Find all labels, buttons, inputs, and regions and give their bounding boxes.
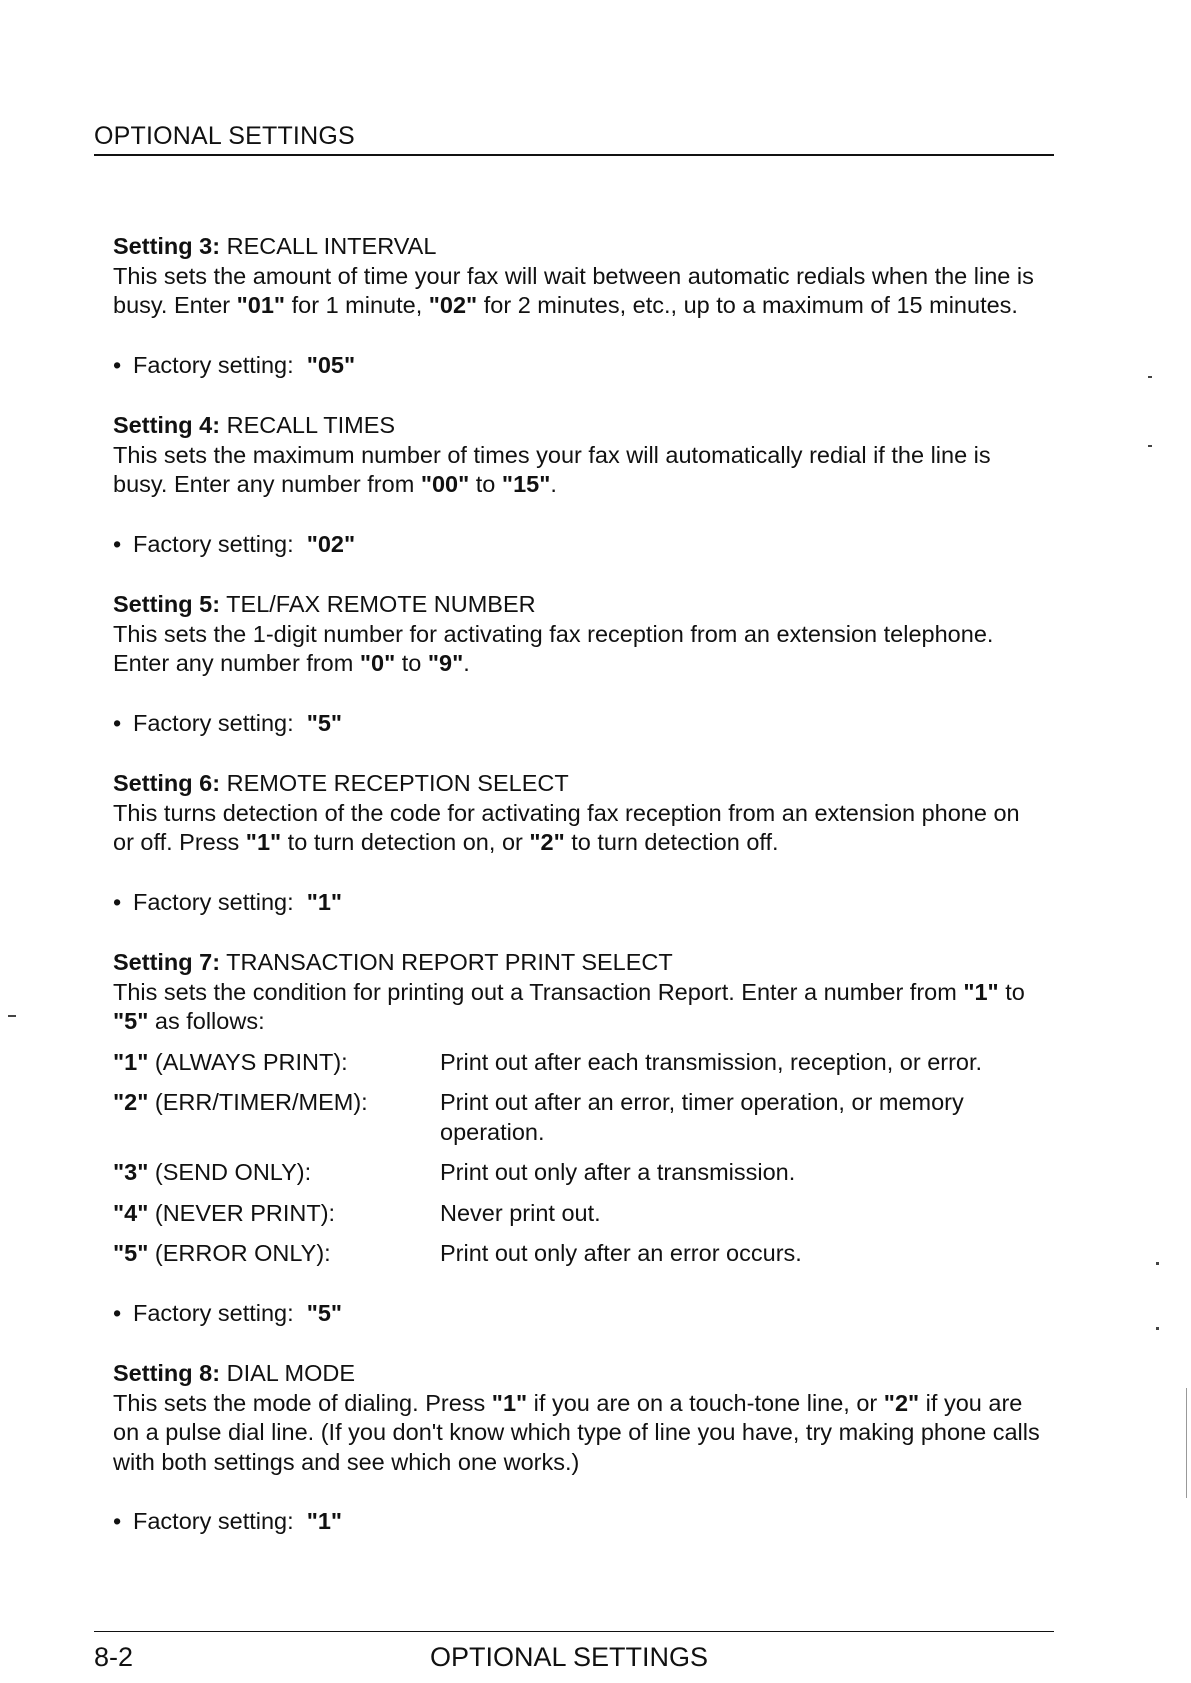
setting-label: Setting 3: — [113, 233, 221, 259]
scan-speck — [8, 1015, 16, 1017]
setting-description — [113, 799, 1043, 858]
key-value: "9" — [427, 650, 464, 676]
page-footer — [94, 1631, 1054, 1682]
factory-label: Factory setting: — [133, 1299, 294, 1326]
option-mode: (ERROR ONLY): — [154, 1240, 331, 1266]
key-value: "1" — [491, 1389, 528, 1416]
setting-description — [113, 620, 1043, 679]
factory-value: "1" — [306, 1508, 343, 1534]
setting-name: DIAL MODE — [226, 1360, 355, 1386]
setting-description — [113, 978, 1043, 1037]
option-description: Print out only after a transmission. — [440, 1159, 796, 1185]
factory-setting — [113, 1299, 1043, 1329]
setting-description — [113, 1389, 1043, 1478]
description-text: to — [395, 650, 428, 676]
header-title: OPTIONAL SETTINGS — [94, 122, 355, 150]
factory-value: "05" — [306, 351, 356, 378]
setting-section — [113, 232, 1043, 380]
bullet-icon: • — [113, 1508, 122, 1534]
option-row — [113, 1239, 1043, 1269]
setting-section — [113, 948, 1043, 1328]
option-key — [113, 1199, 440, 1229]
option-number: "3" — [113, 1159, 149, 1185]
setting-title — [113, 232, 1043, 262]
setting-title — [113, 948, 1043, 978]
option-description: Print out after an error, timer operation, or memory operation. — [440, 1089, 964, 1145]
settings-content — [113, 232, 1043, 1568]
bullet-icon: • — [113, 709, 122, 736]
key-value: "5" — [113, 1008, 149, 1034]
bullet-icon: • — [113, 351, 122, 378]
factory-setting — [113, 709, 1043, 739]
description-text: to turn detection off. — [564, 829, 779, 855]
setting-section — [113, 769, 1043, 917]
setting-title — [113, 590, 1043, 620]
description-text: . — [550, 471, 557, 497]
factory-label: Factory setting: — [133, 709, 294, 736]
factory-setting — [113, 1507, 1043, 1537]
key-value: "1" — [245, 829, 282, 855]
scan-speck — [1156, 1262, 1159, 1265]
factory-label: Factory setting: — [133, 351, 294, 378]
option-key — [113, 1158, 440, 1188]
bullet-icon: • — [113, 530, 122, 557]
option-number: "1" — [113, 1048, 149, 1075]
option-description: Never print out. — [440, 1199, 601, 1226]
options-list — [113, 1048, 1043, 1269]
key-value: "01" — [236, 292, 286, 318]
description-text: to turn detection on, or — [281, 829, 530, 855]
key-value: "1" — [963, 978, 999, 1005]
page-number: 8-2 — [94, 1642, 134, 1672]
option-description: Print out only after an error occurs. — [440, 1240, 802, 1266]
scan-speck — [1148, 445, 1152, 447]
option-mode: (NEVER PRINT): — [154, 1199, 336, 1226]
option-description: Print out after each transmission, reception, or error. — [440, 1048, 983, 1075]
option-row — [113, 1048, 1043, 1078]
setting-title — [113, 411, 1043, 441]
option-mode: (ERR/TIMER/MEM): — [154, 1089, 368, 1115]
setting-title — [113, 769, 1043, 799]
factory-value: "02" — [306, 530, 356, 557]
key-value: "2" — [883, 1389, 920, 1416]
key-value: "02" — [428, 292, 478, 318]
factory-setting — [113, 888, 1043, 918]
option-mode: (SEND ONLY): — [154, 1159, 312, 1185]
setting-section — [113, 590, 1043, 738]
description-text: if you are on a touch-tone line, or — [527, 1389, 884, 1416]
description-text: This sets the mode of dialing. Press — [113, 1389, 492, 1416]
option-row — [113, 1158, 1043, 1188]
bullet-icon: • — [113, 1299, 122, 1326]
option-key — [113, 1239, 440, 1269]
setting-name: RECALL INTERVAL — [226, 233, 437, 259]
key-value: "0" — [359, 650, 396, 676]
setting-label: Setting 8: — [113, 1360, 221, 1386]
page-header — [94, 122, 1054, 156]
option-row — [113, 1088, 1043, 1147]
setting-label: Setting 4: — [113, 412, 221, 438]
description-text: This sets the 1-digit number for activating fax reception from an extension telephone. Enter any number from — [113, 620, 994, 676]
option-mode: (ALWAYS PRINT): — [154, 1048, 348, 1075]
footer-title: OPTIONAL SETTINGS — [430, 1642, 709, 1672]
option-number: "5" — [113, 1240, 149, 1266]
factory-setting — [113, 351, 1043, 381]
setting-section — [113, 1359, 1043, 1537]
description-text: to — [998, 978, 1025, 1005]
key-value: "00" — [420, 471, 470, 497]
option-key — [113, 1048, 440, 1078]
key-value: "2" — [529, 829, 565, 855]
setting-label: Setting 7: — [113, 949, 221, 975]
factory-setting — [113, 530, 1043, 560]
bullet-icon: • — [113, 888, 122, 915]
factory-value: "1" — [306, 888, 343, 915]
option-key — [113, 1088, 440, 1147]
setting-name: RECALL TIMES — [226, 412, 396, 438]
setting-label: Setting 6: — [113, 770, 221, 796]
description-text: to — [469, 471, 502, 497]
setting-name: TEL/FAX REMOTE NUMBER — [226, 591, 536, 617]
factory-label: Factory setting: — [133, 530, 294, 557]
factory-label: Factory setting: — [133, 1508, 294, 1534]
option-number: "4" — [113, 1199, 149, 1226]
setting-name: REMOTE RECEPTION SELECT — [226, 770, 569, 796]
setting-description — [113, 441, 1043, 500]
setting-description — [113, 262, 1043, 321]
description-text: for 1 minute, — [285, 292, 429, 318]
key-value: "15" — [501, 471, 551, 497]
description-text: if you are on a pulse dial line. (If you don't know which type of line you have, try making phone calls with both settings and see which one works.) — [113, 1389, 1040, 1475]
setting-label: Setting 5: — [113, 591, 221, 617]
description-text: This sets the maximum number of times your fax will automatically redial if the line is busy. Enter any number from — [113, 441, 991, 497]
scan-speck — [1156, 1327, 1159, 1330]
factory-value: "5" — [306, 1299, 343, 1326]
scan-edge-line — [1186, 1388, 1187, 1498]
scan-speck — [1148, 376, 1152, 378]
description-text: for 2 minutes, etc., up to a maximum of 15 minutes. — [477, 292, 1018, 318]
factory-label: Factory setting: — [133, 888, 294, 915]
setting-title — [113, 1359, 1043, 1389]
setting-name: TRANSACTION REPORT PRINT SELECT — [226, 949, 673, 975]
description-text: . — [463, 650, 470, 676]
setting-section — [113, 411, 1043, 559]
description-text: as follows: — [148, 1008, 265, 1034]
description-text: This sets the amount of time your fax will wait between automatic redials when the line is busy. Enter — [113, 262, 1034, 318]
description-text: This sets the condition for printing out a Transaction Report. Enter a number from — [113, 978, 964, 1005]
factory-value: "5" — [306, 709, 343, 736]
option-number: "2" — [113, 1089, 149, 1115]
description-text: This turns detection of the code for activating fax reception from an extension phone on or off. Press — [113, 799, 1020, 855]
option-row — [113, 1199, 1043, 1229]
